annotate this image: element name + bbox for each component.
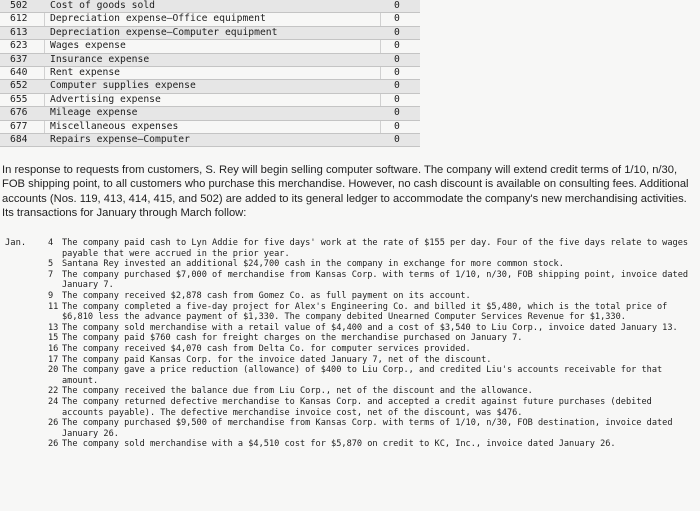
account-balance: 0 (394, 40, 400, 52)
transaction-day: 7 (48, 269, 54, 280)
account-balance: 0 (394, 0, 400, 11)
account-name: Depreciation expense—Office equipment (50, 13, 266, 25)
account-row (0, 67, 420, 80)
account-name: Repairs expense—Computer (50, 133, 190, 145)
account-balance: 0 (394, 66, 400, 78)
account-name: Miscellaneous expenses (50, 120, 179, 132)
transaction-text: The company received $2,878 cash from Gomez Co. as full payment on its account. (62, 290, 471, 301)
account-name: Computer supplies expense (50, 80, 196, 92)
transaction-item (0, 270, 700, 291)
account-balance: 0 (394, 120, 400, 132)
transaction-day: 22 (48, 386, 59, 397)
account-row (0, 13, 420, 26)
transaction-text: The company completed a five-day project for Alex's Engineering Co. and billed it $5,480, which is the total price of $6,810 less the advance payment of $1,330. The company debited Unearned Computer Services Revenue for $1,330. (62, 301, 668, 323)
account-name: Cost of goods sold (50, 0, 155, 11)
account-row (0, 40, 420, 53)
transaction-day: 16 (48, 343, 59, 354)
account-name: Advertising expense (50, 93, 161, 105)
intro-paragraph: In response to requests from customers, S. Rey will begin selling computer software. The company will extend credit terms of 1/10, n/30, FOB shipping point, to all customers who purchase this merchandise. However, no cash discount is available on consulting fees. Additional accounts (Nos. 119, 413, 414, 415, and 502) are added to its general ledger to accommodate the company's new merchandising activities. Its transactions for January through March follow: (2, 164, 689, 219)
transaction-item (0, 355, 700, 366)
transaction-text: The company gave a price reduction (allowance) of $400 to Liu Corp., and credited Liu's accounts receivable for that amount. (62, 365, 663, 386)
transaction-item (0, 323, 700, 334)
transaction-text: The company purchased $7,000 of merchandise from Kansas Corp. with terms of 1/10, n/30, FOB shipping point, invoice dated January 7. (62, 269, 689, 291)
transaction-day: 13 (48, 322, 59, 333)
account-number: 652 (10, 80, 28, 92)
transaction-item (0, 333, 700, 344)
account-number: 612 (10, 13, 28, 25)
account-row (0, 134, 420, 147)
transaction-day: 17 (48, 354, 59, 365)
transaction-item (0, 302, 700, 323)
transaction-item (0, 397, 700, 418)
transaction-item (0, 238, 700, 259)
transaction-text: The company returned defective merchandise to Kansas Corp. and accepted a credit against future purchases (debited accounts payable). The defective merchandise invoice cost, net of the discount, was $476. (62, 396, 652, 418)
account-number: 677 (10, 120, 28, 132)
transaction-day: 20 (48, 365, 59, 376)
account-row (0, 27, 420, 40)
account-number: 623 (10, 40, 28, 52)
account-row (0, 94, 420, 107)
account-number: 676 (10, 107, 28, 119)
transaction-text: The company paid $760 cash for freight charges on the merchandise purchased on January 7. (62, 333, 523, 344)
account-number: 613 (10, 26, 28, 38)
transaction-item (0, 439, 700, 450)
account-number: 637 (10, 53, 28, 65)
transaction-text: Santana Rey invested an additional $24,700 cash in the company in exchange for more common stock. (62, 259, 564, 270)
transaction-day: 11 (48, 301, 59, 312)
transaction-day: 26 (48, 439, 59, 450)
account-row (0, 121, 420, 134)
transaction-day: 5 (48, 259, 54, 270)
account-rows (0, 0, 420, 147)
account-balance: 0 (394, 107, 400, 119)
account-name: Mileage expense (50, 107, 138, 119)
account-name: Depreciation expense—Computer equipment (50, 26, 278, 38)
transaction-text: The company purchased $9,500 of merchandise from Kansas Corp. with terms of 1/10, n/30, FOB destination, invoice dated January 26. (62, 418, 673, 439)
account-row (0, 107, 420, 120)
transaction-item (0, 259, 700, 270)
account-name: Insurance expense (50, 53, 150, 65)
transaction-day: 24 (48, 396, 59, 407)
chart-of-accounts-table (0, 0, 420, 147)
transaction-text: The company received $4,070 cash from Delta Co. for computer services provided. (62, 343, 471, 354)
account-balance: 0 (394, 93, 400, 105)
transaction-item (0, 386, 700, 397)
transaction-day: 26 (48, 418, 59, 429)
transaction-text: The company received the balance due from Liu Corp., net of the discount and the allowance. (62, 386, 533, 397)
transaction-item (0, 291, 700, 302)
transaction-text: The company sold merchandise with a $4,510 cost for $5,870 on credit to KC, Inc., invoice dated January 26. (62, 439, 616, 450)
transaction-list (0, 238, 700, 450)
account-balance: 0 (394, 133, 400, 145)
transaction-text: The company paid cash to Lyn Addie for five days' work at the rate of $155 per day. Four of the five days relate to wages payable that were accrued in the prior year. (62, 238, 689, 259)
month-label: Jan. (5, 238, 27, 248)
transaction-item (0, 344, 700, 355)
account-number: 502 (10, 0, 28, 11)
account-balance: 0 (394, 80, 400, 92)
account-row (0, 80, 420, 93)
transaction-rows (0, 238, 700, 450)
transaction-item (0, 418, 700, 439)
transaction-day: 15 (48, 333, 59, 344)
account-balance: 0 (394, 53, 400, 65)
account-balance: 0 (394, 26, 400, 38)
transaction-text: The company paid Kansas Corp. for the invoice dated January 7, net of the discount. (62, 354, 492, 365)
account-row (0, 0, 420, 13)
transaction-item (0, 365, 700, 386)
account-name: Wages expense (50, 40, 126, 52)
account-number: 684 (10, 133, 28, 145)
account-row (0, 54, 420, 67)
account-balance: 0 (394, 13, 400, 25)
account-number: 655 (10, 93, 28, 105)
account-number: 640 (10, 66, 28, 78)
transaction-day: 9 (48, 290, 54, 301)
transaction-day: 4 (48, 238, 54, 248)
transaction-text: The company sold merchandise with a retail value of $4,400 and a cost of $3,540 to Liu Corp., invoice dated January 13. (62, 322, 678, 333)
account-name: Rent expense (50, 66, 120, 78)
